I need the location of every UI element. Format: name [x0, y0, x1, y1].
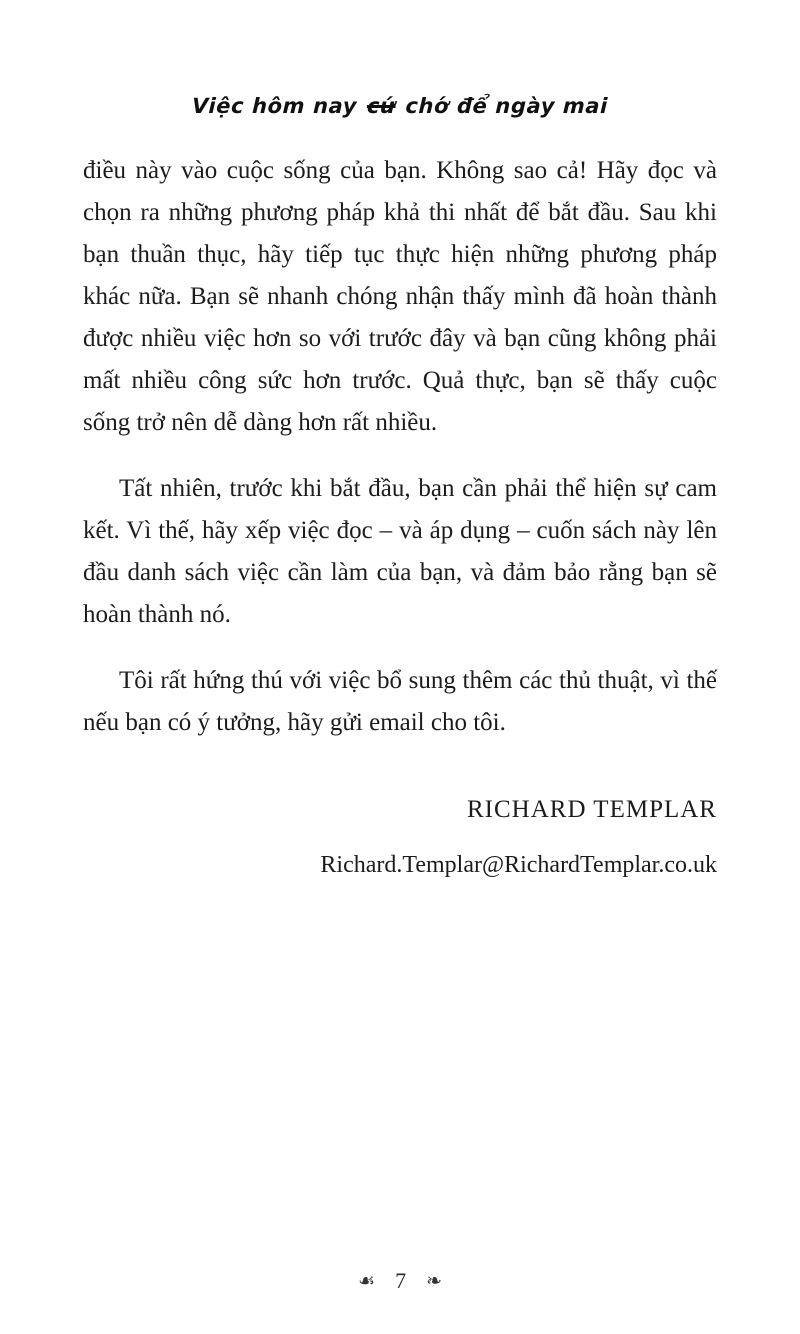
running-head-prefix: Việc hôm nay	[191, 94, 366, 118]
body-text	[83, 150, 717, 744]
page-number: 7	[395, 1268, 407, 1293]
author-name: RICHARD TEMPLAR	[467, 796, 717, 823]
paragraph: điều này vào cuộc sống của bạn. Không sao cả! Hãy đọc và chọn ra những phương pháp khả thi nhất để bắt đầu. Sau khi bạn thuần thục, hãy tiếp tục thực hiện những phương pháp khác nữa. Bạn sẽ nhanh chóng nhận thấy mình đã hoàn thành được nhiều việc hơn so với trước đây và bạn cũng không phải mất nhiều công sức hơn trước. Quả thực, bạn sẽ thấy cuộc sống trở nên dễ dàng hơn rất nhiều.	[83, 157, 717, 436]
running-head	[83, 94, 718, 118]
author-email: Richard.Templar@RichardTemplar.co.uk	[320, 852, 717, 878]
fleuron-right-icon: ❧	[426, 1270, 442, 1292]
running-head-suffix: chớ để ngày mai	[397, 94, 609, 118]
fleuron-left-icon: ☙	[358, 1270, 376, 1292]
paragraph: Tất nhiên, trước khi bắt đầu, bạn cần phải thể hiện sự cam kết. Vì thế, hãy xếp việc đọc – và áp dụng – cuốn sách này lên đầu danh sách việc cần làm của bạn, và đảm bảo rằng bạn sẽ hoàn thành nó.	[83, 475, 717, 628]
page-footer	[0, 1268, 800, 1294]
paragraph: Tôi rất hứng thú với việc bổ sung thêm các thủ thuật, vì thế nếu bạn có ý tưởng, hãy gửi email cho tôi.	[83, 667, 717, 736]
running-head-struck-word: cứ	[366, 94, 396, 118]
